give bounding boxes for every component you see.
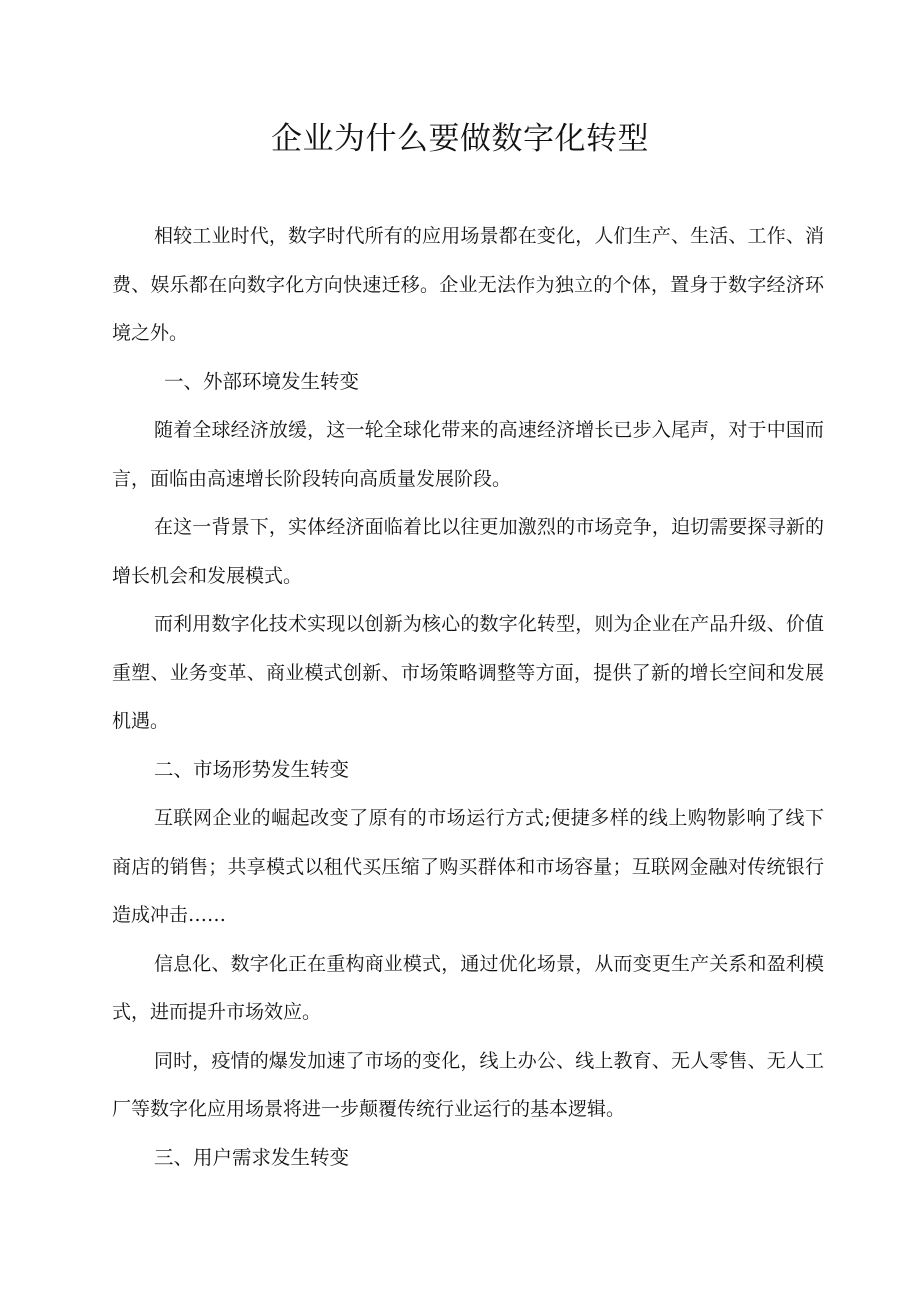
paragraph: 随着全球经济放缓，这一轮全球化带来的高速经济增长已步入尾声，对于中国而言，面临由高速增长阶段转向高质量发展阶段。 xyxy=(112,419,824,490)
paragraph: 而利用数字化技术实现以创新为核心的数字化转型，则为企业在产品升级、价值重塑、业务变革、商业模式创新、市场策略调整等方面，提供了新的增长空间和发展机遇。 xyxy=(112,613,824,732)
section-heading-market-situation: 二、市场形势发生转变 xyxy=(154,757,350,781)
intro-paragraph: 相较工业时代，数字时代所有的应用场景都在变化，人们生产、生活、工作、消费、娱乐都在向数字化方向快速迁移。企业无法作为独立的个体，置身于数字经济环境之外。 xyxy=(112,225,824,344)
paragraph: 在这一背景下，实体经济面临着比以往更加激烈的市场竞争，迫切需要探寻新的增长机会和发展模式。 xyxy=(112,516,824,587)
paragraph: 信息化、数字化正在重构商业模式，通过优化场景，从而变更生产关系和盈利模式，进而提升市场效应。 xyxy=(112,952,824,1023)
document-title: 企业为什么要做数字化转型 xyxy=(271,121,649,157)
paragraph: 同时，疫情的爆发加速了市场的变化，线上办公、线上教育、无人零售、无人工厂等数字化应用场景将进一步颠覆传统行业运行的基本逻辑。 xyxy=(112,1049,824,1120)
section-heading-user-demand: 三、用户需求发生转变 xyxy=(154,1145,350,1169)
document-body xyxy=(112,212,824,1182)
section-heading-external-environment: 一、外部环境发生转变 xyxy=(164,369,360,393)
paragraph: 互联网企业的崛起改变了原有的市场运行方式;便捷多样的线上购物影响了线下商店的销售；共享模式以租代买压缩了购买群体和市场容量；互联网金融对传统银行造成冲击…… xyxy=(112,807,824,926)
